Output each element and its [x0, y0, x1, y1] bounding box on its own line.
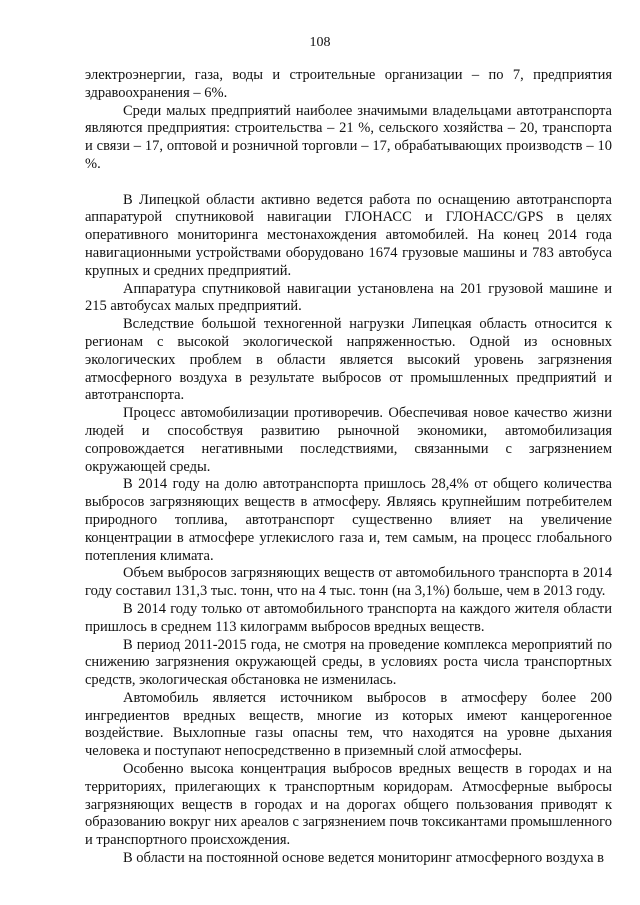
paragraph-motorization: Процесс автомобилизации противоречив. Обеспечивая новое качество жизни людей и способствуя развитию рыночной экономики, автомобилизация сопровождается негативными последствиями, связанными с загрязнением окружающей среды.: [85, 405, 612, 475]
paragraph-2011-2015: В период 2011-2015 года, не смотря на проведение комплекса мероприятий по снижению загрязнения окружающей среды, в условиях роста числа транспортных средств, экологическая обстановка не изменилась.: [85, 636, 612, 689]
paragraph-car-emissions: Автомобиль является источником выбросов в атмосферу более 200 ингредиентов вредных веществ, многие из которых имеют канцерогенное воздействие. Выхлопные газы опасны тем, что находятся на уровне дыхания человека и поступают непосредственно в приземный слой атмосферы.: [85, 689, 612, 760]
paragraph-per-resident: В 2014 году только от автомобильного транспорта на каждого жителя области пришлось в среднем 113 килограмм выбросов вредных веществ.: [85, 600, 612, 635]
paragraph-continuation: электроэнергии, газа, воды и строительные организации – по 7, предприятия здравоохранения – 6%.: [85, 67, 612, 101]
body-text: [85, 67, 612, 868]
paragraph-emissions-volume: Объем выбросов загрязняющих веществ от автомобильного транспорта в 2014 году составил 131,3 тыс. тонн, что на 4 тыс. тонн (на 3,1%) больше, чем в 2013 году.: [85, 565, 612, 600]
paragraph-small-enterprises: Среди малых предприятий наиболее значимыми владельцами автотранспорта являются предприятия: строительства – 21 %, сельского хозяйства – 20, транспорта и связи – 17, оптовой и розничной торговли – 17, обрабатывающих производств – 10 %.: [85, 102, 612, 172]
paragraph-2014-share: В 2014 году на долю автотранспорта пришлось 28,4% от общего количества выбросов загрязняющих веществ в атмосферу. Являясь крупнейшим потребителем природного топлива, автотранспорт существенно влияет на увеличение концентрации в атмосфере углекислого газа и, тем самым, на процесс глобального потепления климата.: [85, 476, 612, 564]
paragraph-concentration: Особенно высока концентрация выбросов вредных веществ в городах и на территориях, прилегающих к транспортным коридорам. Атмосферные выбросы загрязняющих веществ в городах и на дорогах общего пользования приводят к образованию вокруг них ареалов с загрязнением почв токсикантами промышленного и транспортного происхождения.: [85, 761, 612, 849]
paragraph-glonass: В Липецкой области активно ведется работа по оснащению автотранспорта аппаратурой спутниковой навигации ГЛОНАСС и ГЛОНАСС/GPS в целях оперативного мониторинга местонахождения автомобилей. На конец 2014 года навигационными устройствами оборудовано 1674 грузовые машины и 783 автобуса крупных и средних предприятий.: [85, 191, 612, 279]
paragraph-technogenic-load: Вследствие большой техногенной нагрузки Липецкая область относится к регионам с высокой экологической напряженностью. Одной из основных экологических проблем в области является высокий уровень загрязнения атмосферного воздуха в результате выбросов от промышленных предприятий и автотранспорта.: [85, 316, 612, 404]
paragraph-monitoring: В области на постоянной основе ведется мониторинг атмосферного воздуха в: [123, 850, 604, 867]
page-number: 108: [309, 35, 331, 50]
paragraph-navigation-equipment: Аппаратура спутниковой навигации установлена на 201 грузовой машине и 215 автобусах малых предприятий.: [85, 280, 612, 315]
